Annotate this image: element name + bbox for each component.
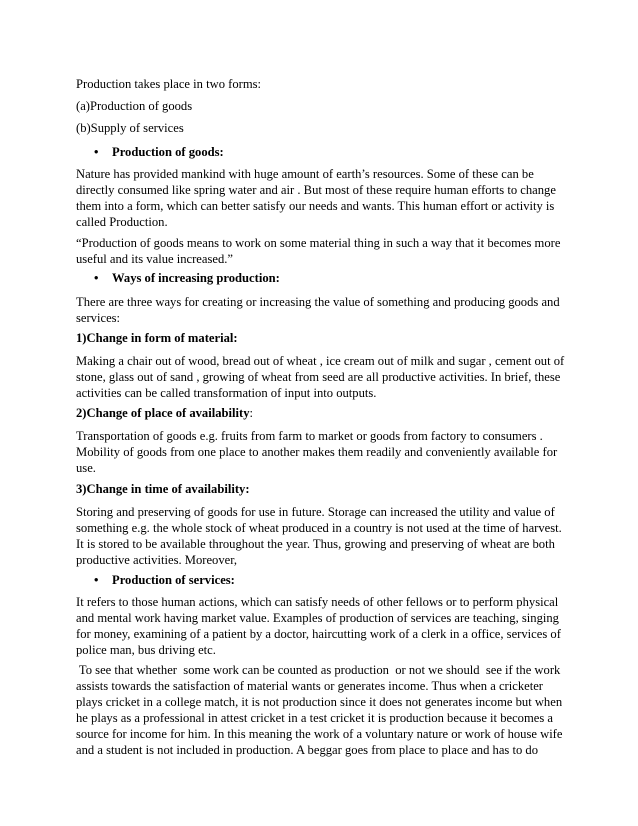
text-line: directly consumed like spring water and air . But most of these require human efforts to change bbox=[76, 183, 556, 197]
text-line: Mobility of goods from one place to another makes them readily and conveniently available for bbox=[76, 445, 558, 459]
text-line: activities can be called transformation of input into outputs. bbox=[76, 386, 377, 400]
text-line: Nature has provided mankind with huge amount of earth’s resources. Some of these can be bbox=[76, 167, 534, 181]
text-line: To see that whether some work can be counted as production or not we should see if the work bbox=[76, 663, 561, 677]
text-line: and mental work having market value. Examples of production of services are teaching, singing bbox=[76, 611, 559, 625]
paragraph-quote bbox=[76, 235, 564, 267]
text-line: something e.g. the whole stock of wheat produced in a country is not used at the time of harvest. bbox=[76, 521, 562, 535]
text-line: for money, examining of a patient by a doctor, haircutting work of a clerk in a office, services of bbox=[76, 627, 561, 641]
text-line: plays cricket in a college match, it is not production since it does not generates income but when bbox=[76, 695, 563, 709]
intro-line-2: (a)Production of goods bbox=[76, 99, 193, 113]
heading-colon: : bbox=[249, 406, 254, 420]
paragraph-nature bbox=[76, 166, 564, 230]
text-line: Transportation of goods e.g. fruits from farm to market or goods from factory to consumers . bbox=[76, 429, 543, 443]
heading-bold-text: 2)Change of place of availability bbox=[76, 406, 250, 420]
bullet-label: Production of services: bbox=[112, 573, 235, 587]
text-line: Storing and preserving of goods for use in future. Storage can increased the utility and value of bbox=[76, 505, 555, 519]
paragraph-human-actions bbox=[76, 594, 564, 658]
bullet-icon: • bbox=[94, 573, 99, 587]
text-line: stone, glass out of sand , growing of wheat from seed are all productive activities. In brief, these bbox=[76, 370, 561, 384]
text-line: useful and its value increased.” bbox=[76, 252, 234, 266]
text-line: It refers to those human actions, which can satisfy needs of other fellows or to perform physical bbox=[76, 595, 559, 609]
paragraph-making-chair bbox=[76, 353, 564, 401]
intro-line-1: Production takes place in two forms: bbox=[76, 77, 262, 91]
bullet-production-of-services bbox=[94, 572, 544, 588]
text-line: police man, bus driving etc. bbox=[76, 643, 216, 657]
paragraph-three-ways bbox=[76, 294, 564, 326]
heading-change-of-place bbox=[76, 405, 564, 421]
heading-change-in-form: 1)Change in form of material: bbox=[76, 331, 238, 345]
text-line: called Production. bbox=[76, 215, 168, 229]
text-line: “Production of goods means to work on some material thing in such a way that it becomes more bbox=[76, 236, 561, 250]
text-line: It is stored to be available throughout the year. Thus, growing and preserving of wheat are both bbox=[76, 537, 555, 551]
text-line: productive activities. Moreover, bbox=[76, 553, 238, 567]
text-line: use. bbox=[76, 461, 96, 475]
paragraph-cricketer bbox=[76, 662, 564, 758]
text-line: assists towards the satisfaction of material wants or generates income. Thus when a cricketer bbox=[76, 679, 543, 693]
text-line: them into a form, which can better satisfy our needs and wants. This human effort or activity is bbox=[76, 199, 555, 213]
text-line: services: bbox=[76, 311, 121, 325]
bullet-label: Production of goods: bbox=[112, 145, 224, 159]
bullet-ways-of-increasing bbox=[94, 270, 544, 286]
text-line: and a student is not included in production. A beggar goes from place to place and has to do bbox=[76, 743, 539, 757]
bullet-icon: • bbox=[94, 271, 99, 285]
text-line: Making a chair out of wood, bread out of wheat , ice cream out of milk and sugar , cement out of bbox=[76, 354, 565, 368]
intro-line-3: (b)Supply of services bbox=[76, 121, 184, 135]
text-line: he plays as a professional in attest cricket in a test cricket it is production because it becomes a bbox=[76, 711, 554, 725]
paragraph-storing bbox=[76, 504, 564, 568]
paragraph-transportation bbox=[76, 428, 564, 476]
text-line: There are three ways for creating or increasing the value of something and producing goods and bbox=[76, 295, 560, 309]
bullet-icon: • bbox=[94, 145, 99, 159]
bullet-production-of-goods bbox=[94, 144, 544, 160]
text-line: source for income for him. In this meaning the work of a voluntary nature or work of house wife bbox=[76, 727, 563, 741]
heading-change-in-time: 3)Change in time of availability: bbox=[76, 482, 250, 496]
bullet-label: Ways of increasing production: bbox=[112, 271, 280, 285]
